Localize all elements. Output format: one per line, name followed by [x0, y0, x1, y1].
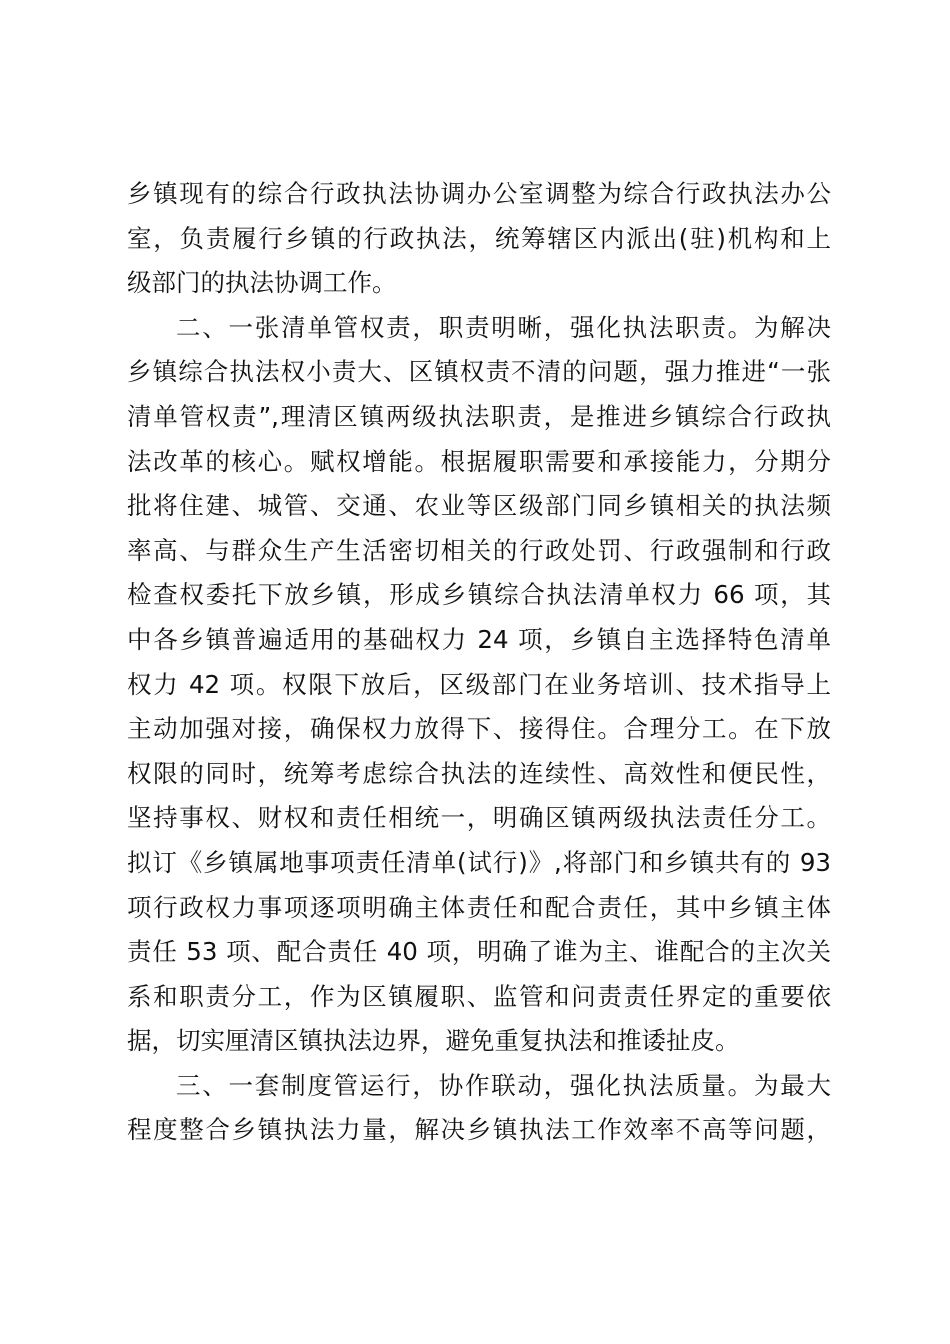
- text-line: 乡镇综合执法权小责大、区镇权责不清的问题，强力推进“一张: [127, 357, 831, 387]
- text-line: 法改革的核心。赋权增能。根据履职需要和承接能力，分期分: [127, 446, 831, 476]
- text-line: 率高、与群众生产生活密切相关的行政处罚、行政强制和行政: [127, 535, 831, 565]
- text-line: 项行政权力事项逐项明确主体责任和配合责任，其中乡镇主体: [127, 892, 831, 922]
- text-line: 清单管权责”,理清区镇两级执法职责，是推进乡镇综合行政执: [127, 401, 831, 431]
- body-text: [127, 172, 831, 1153]
- text-line: 级部门的执法协调工作。: [127, 268, 397, 298]
- text-line: 权力 42 项。权限下放后，区级部门在业务培训、技术指导上: [127, 669, 831, 699]
- text-line: 权限的同时，统筹考虑综合执法的连续性、高效性和便民性，: [127, 758, 831, 788]
- text-line: 程度整合乡镇执法力量，解决乡镇执法工作效率不高等问题，: [127, 1115, 831, 1145]
- text-line: 批将住建、城管、交通、农业等区级部门同乡镇相关的执法频: [127, 491, 831, 521]
- text-line: 据，切实厘清区镇执法边界，避免重复执法和推诿扯皮。: [127, 1026, 740, 1056]
- text-line: 乡镇现有的综合行政执法协调办公室调整为综合行政执法办公: [127, 179, 831, 208]
- text-line: 责任 53 项、配合责任 40 项，明确了谁为主、谁配合的主次关: [127, 937, 831, 967]
- section-heading-line: 二、一张清单管权责，职责明晰，强化执法职责。为解决: [176, 312, 831, 342]
- text-line: 检查权委托下放乡镇，形成乡镇综合执法清单权力 66 项，其: [127, 580, 831, 610]
- text-line: 室，负责履行乡镇的行政执法，统筹辖区内派出(驻)机构和上: [127, 223, 831, 253]
- text-line: 系和职责分工，作为区镇履职、监管和问责责任界定的重要依: [127, 981, 831, 1011]
- text-line: 坚持事权、财权和责任相统一，明确区镇两级执法责任分工。: [127, 803, 831, 833]
- text-line: 主动加强对接，确保权力放得下、接得住。合理分工。在下放: [127, 714, 831, 744]
- text-line: 拟订《乡镇属地事项责任清单(试行)》,将部门和乡镇共有的 93: [127, 847, 831, 877]
- section-heading-line: 三、一套制度管运行，协作联动，强化执法质量。为最大: [176, 1070, 831, 1100]
- text-line: 中各乡镇普遍适用的基础权力 24 项，乡镇自主选择特色清单: [127, 624, 831, 654]
